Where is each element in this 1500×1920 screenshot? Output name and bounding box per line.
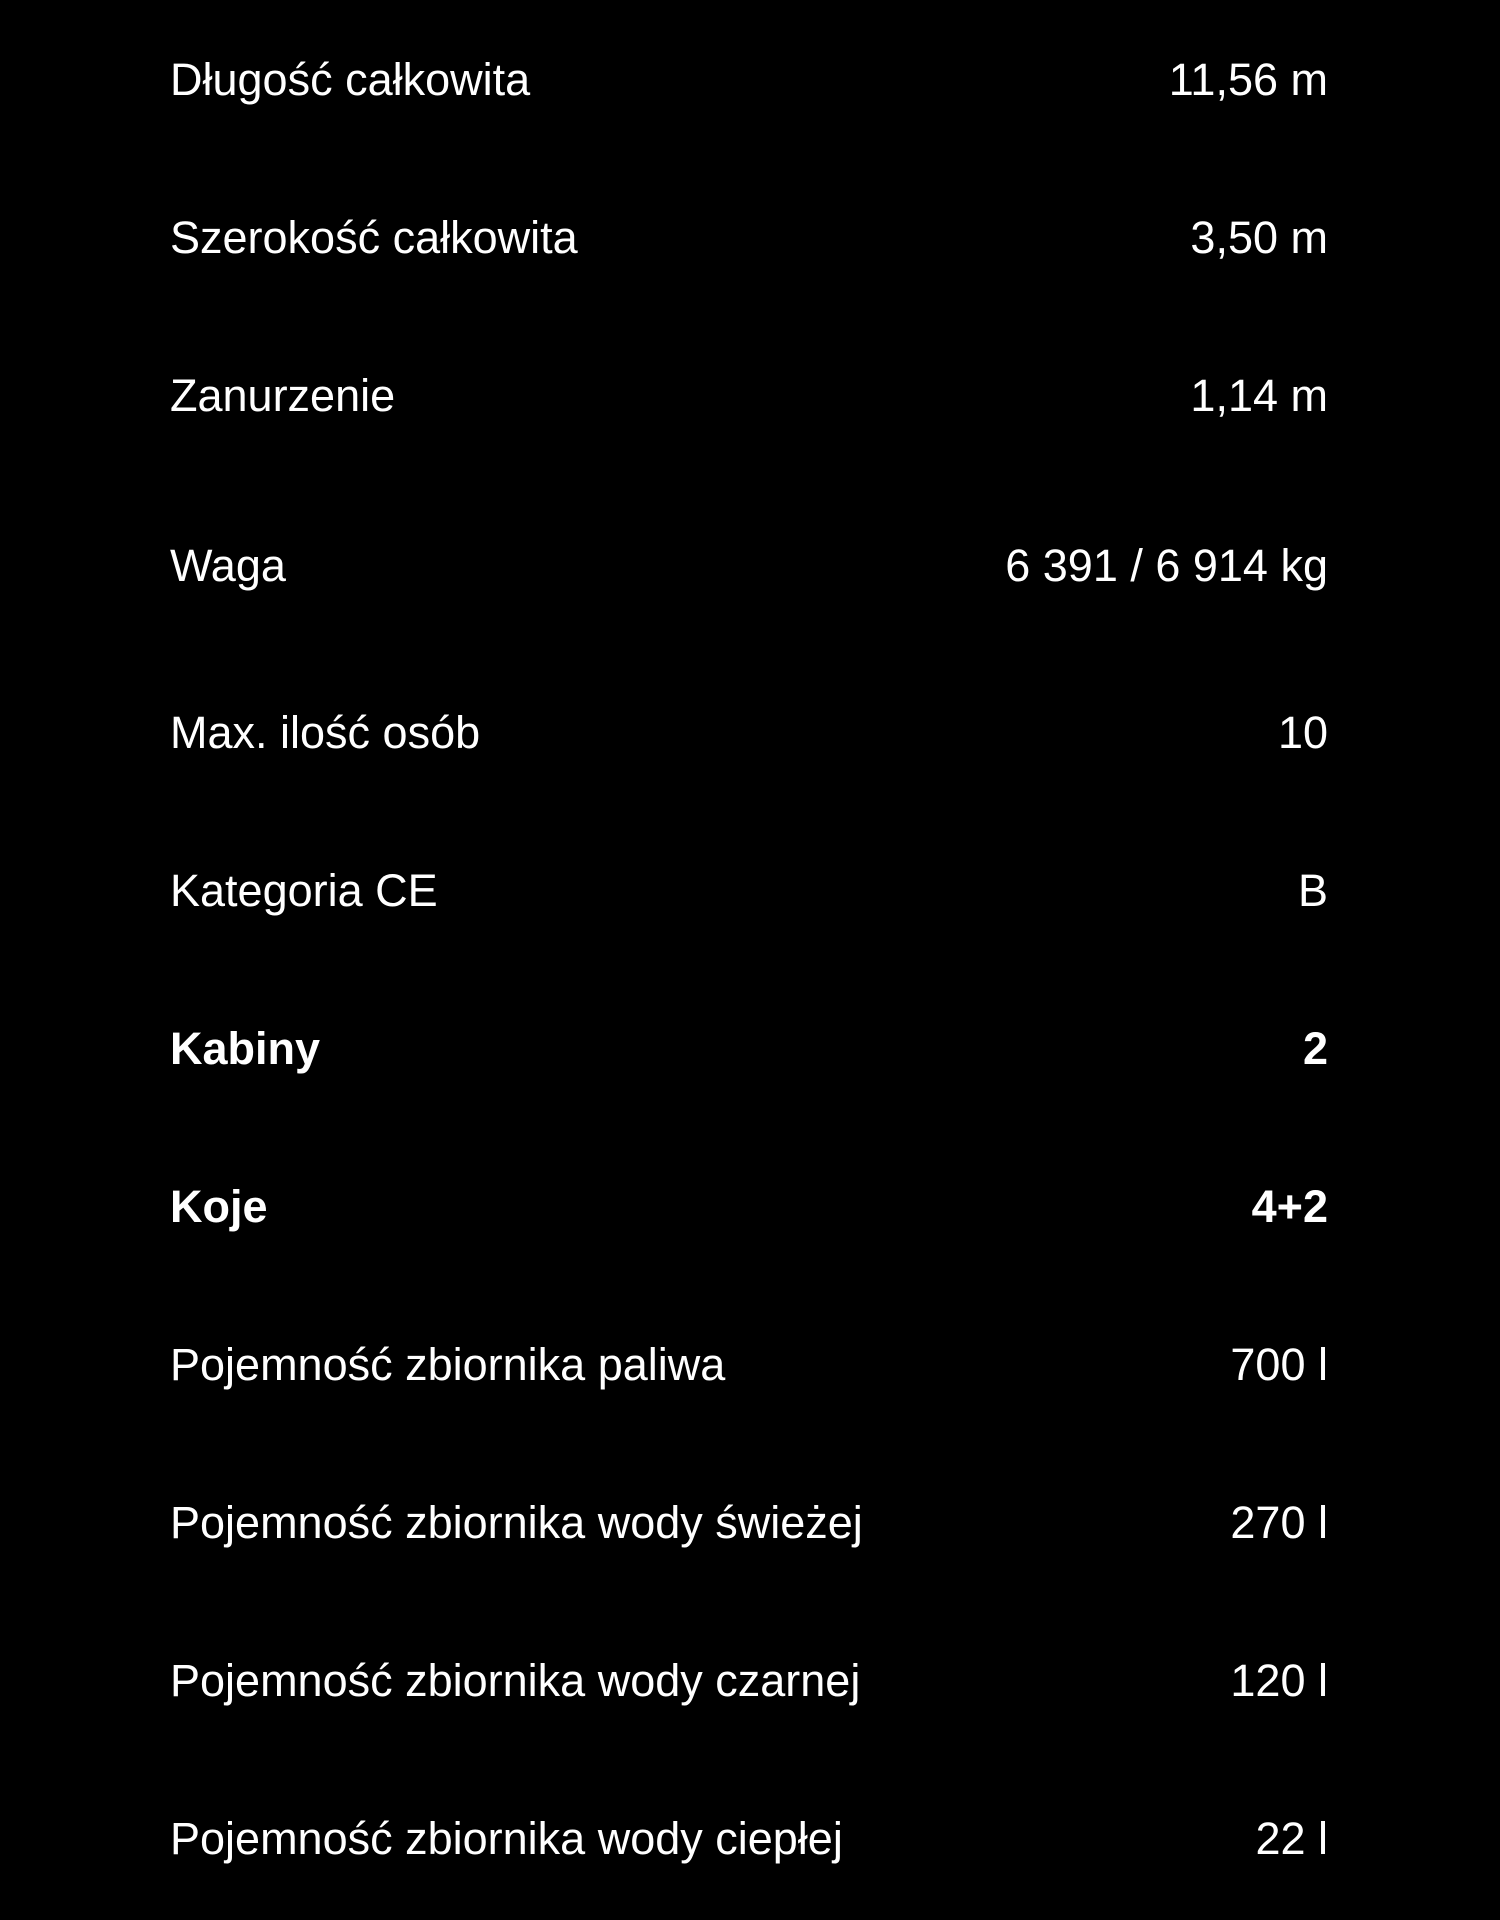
spec-label: Waga — [170, 539, 286, 591]
spec-label: Koje — [170, 1180, 268, 1232]
spec-label: Kabiny — [170, 1022, 321, 1074]
spec-label: Szerokość całkowita — [170, 211, 578, 263]
spec-list — [170, 0, 1328, 1920]
spec-row-max-persons — [170, 692, 1328, 772]
spec-row-overall-width — [170, 197, 1328, 277]
spec-row-ce-category — [170, 850, 1328, 930]
spec-label: Zanurzenie — [170, 369, 396, 421]
spec-value: 4+2 — [1251, 1180, 1328, 1232]
spec-value: 270 l — [1230, 1496, 1328, 1548]
spec-label: Max. ilość osób — [170, 706, 481, 758]
spec-label: Kategoria CE — [170, 864, 438, 916]
spec-row-cabins — [170, 1008, 1328, 1088]
spec-label: Pojemność zbiornika paliwa — [170, 1338, 726, 1390]
spec-label: Pojemność zbiornika wody czarnej — [170, 1654, 861, 1706]
spec-value: 22 l — [1255, 1812, 1328, 1864]
spec-value: 700 l — [1230, 1338, 1328, 1390]
spec-label: Pojemność zbiornika wody ciepłej — [170, 1812, 843, 1864]
spec-value: 2 — [1302, 1022, 1328, 1074]
spec-value: B — [1297, 864, 1328, 916]
spec-row-draft — [170, 355, 1328, 435]
spec-value: 10 — [1277, 706, 1328, 758]
spec-value: 1,14 m — [1190, 369, 1328, 421]
spec-value: 11,56 m — [1168, 53, 1328, 105]
spec-row-black-water-tank — [170, 1640, 1328, 1720]
spec-value: 3,50 m — [1190, 211, 1328, 263]
spec-row-hot-water-tank — [170, 1798, 1328, 1878]
spec-label: Długość całkowita — [170, 53, 531, 105]
spec-value: 120 l — [1230, 1654, 1328, 1706]
spec-row-fuel-tank — [170, 1324, 1328, 1404]
spec-row-overall-length — [170, 39, 1328, 119]
spec-row-fresh-water-tank — [170, 1482, 1328, 1562]
spec-row-berths — [170, 1166, 1328, 1246]
spec-row-weight — [170, 525, 1328, 605]
spec-label: Pojemność zbiornika wody świeżej — [170, 1496, 863, 1548]
spec-value: 6 391 / 6 914 kg — [1005, 539, 1328, 591]
